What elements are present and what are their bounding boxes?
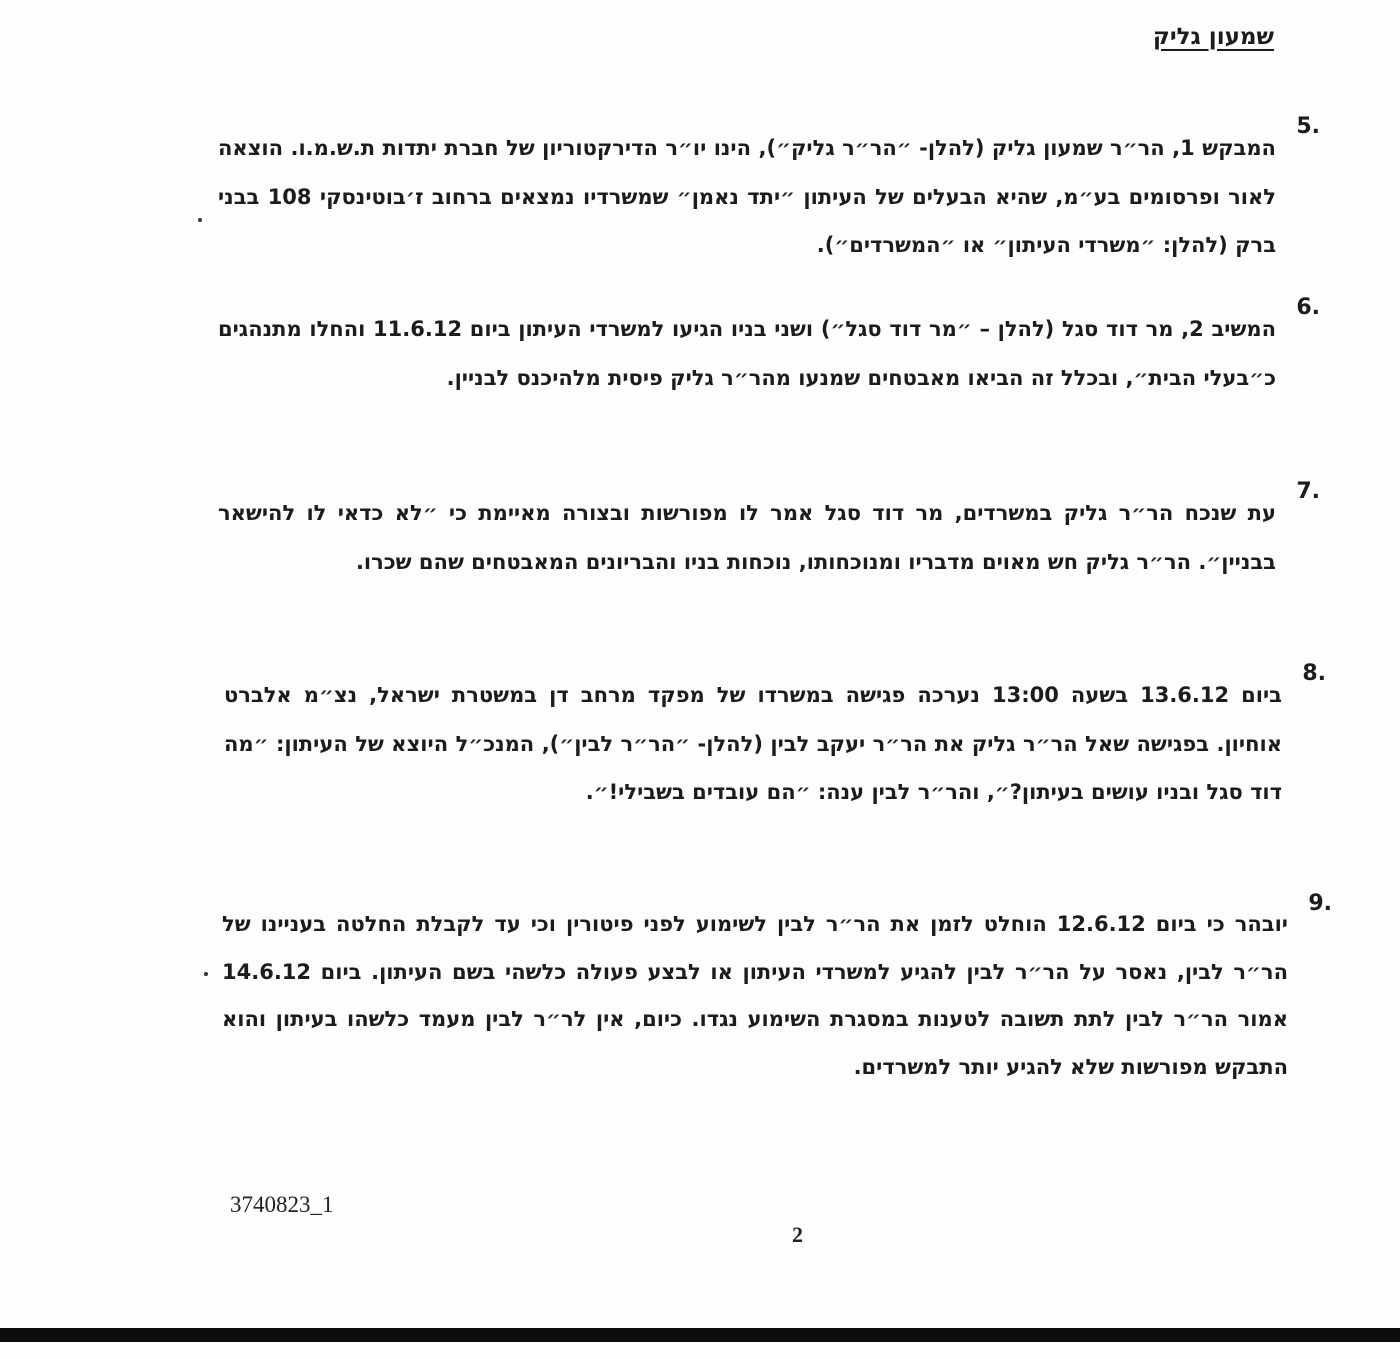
emphasized-term: ״הר״ר גליק״ xyxy=(776,136,912,160)
paragraph-text xyxy=(224,671,1282,817)
text-run: עת שנכח הר״ר גליק במשרדים, מר דוד סגל אמר לו מפורשות ובצורה מאיימת כי ״לא כדאי לו להישאר בבניין״. הר״ר גליק חש מאוים מדבריו ומנוכחותו, נוכחות בניו והבריונים המאבטחים שהם שכרו. xyxy=(218,501,1276,574)
paragraph-number: 5. xyxy=(1296,114,1320,139)
text-run: המשיב 2, מר דוד סגל (להלן – xyxy=(971,317,1276,341)
text-run: ביום 13.6.12 בשעה 13:00 נערכה פגישה במשרדו של מפקד מרחב דן במשטרת ישראל, נצ״מ אלברט אוחיון. בפגישה שאל הר״ר גליק את הר״ר יעקב לבין (להלן- xyxy=(224,683,1282,756)
emphasized-term: ״משרדי העיתון״ xyxy=(992,233,1156,257)
paragraph-text xyxy=(218,489,1276,586)
paragraph-number: 6. xyxy=(1296,295,1320,320)
paragraph-number: 8. xyxy=(1302,661,1326,686)
text-run: ), המנכ״ל היוצא של העיתון: ״מה דוד סגל ובניו עושים בעיתון?״, והר״ר לבין ענה: ״הם עובדים בשבילי!״. xyxy=(224,731,1282,804)
text-run: המבקש 1, הר״ר שמעון גליק (להלן- xyxy=(911,136,1276,160)
text-run: ), הינו יו״ר הדירקטוריון של חברת יתדות ת.ש.מ.ו. הוצאה לאור ופרסומים בע״מ, שהיא הבעלים של העיתון ״יתד נאמן״ שמשרדיו נמצאים ברחוב ז׳בוטינסקי 108 בבני ברק (להלן: xyxy=(218,136,1276,257)
emphasized-term: ״מר דוד סגל״ xyxy=(830,317,972,341)
text-run: או xyxy=(955,233,993,257)
scan-speck xyxy=(204,972,208,976)
page-number: 2 xyxy=(792,1222,803,1247)
paragraph-text xyxy=(218,305,1276,402)
text-run: יובהר כי ביום 12.6.12 הוחלט לזמן את הר״ר לבין לשימוע לפני פיטורין וכי עד לקבלת החלטה בעניינו של הר״ר לבין, נאסר על הר״ר לבין להגיע למשרדי העיתון או לבצע פעולה כלשהי בשם העיתון. ביום 14.6.12 אמור הר״ר לבין לתת תשובה לטענות במסגרת השימוע נגדו. כיום, אין לר״ר לבין מעמד כלשהו בעיתון והוא התבקש מפורשות שלא להגיע יותר למשרדים. xyxy=(222,912,1288,1079)
paragraph-text xyxy=(222,901,1288,1091)
bottom-rule xyxy=(0,1328,1400,1342)
paragraph-text xyxy=(218,124,1276,270)
emphasized-term: ״הר״ר לבין״ xyxy=(559,731,691,756)
text-run: ) ושני בניו הגיעו למשרדי העיתון ביום 11.6.12 והחלו מתנהגים כ״בעלי הבית״, ובכלל זה הביאו מאבטחים שמנעו מהר״ר גליק פיסית מלהיכנס לבניין. xyxy=(218,317,1276,390)
document-id: 3740823_1 xyxy=(230,1192,334,1217)
text-run: ). xyxy=(816,233,835,257)
paragraph-number: 7. xyxy=(1296,479,1320,504)
scan-speck xyxy=(198,218,202,222)
emphasized-term: ״המשרדים״ xyxy=(834,233,956,257)
document-heading: שמעון גליק xyxy=(1152,24,1274,50)
paragraph-number: 9. xyxy=(1308,891,1332,916)
